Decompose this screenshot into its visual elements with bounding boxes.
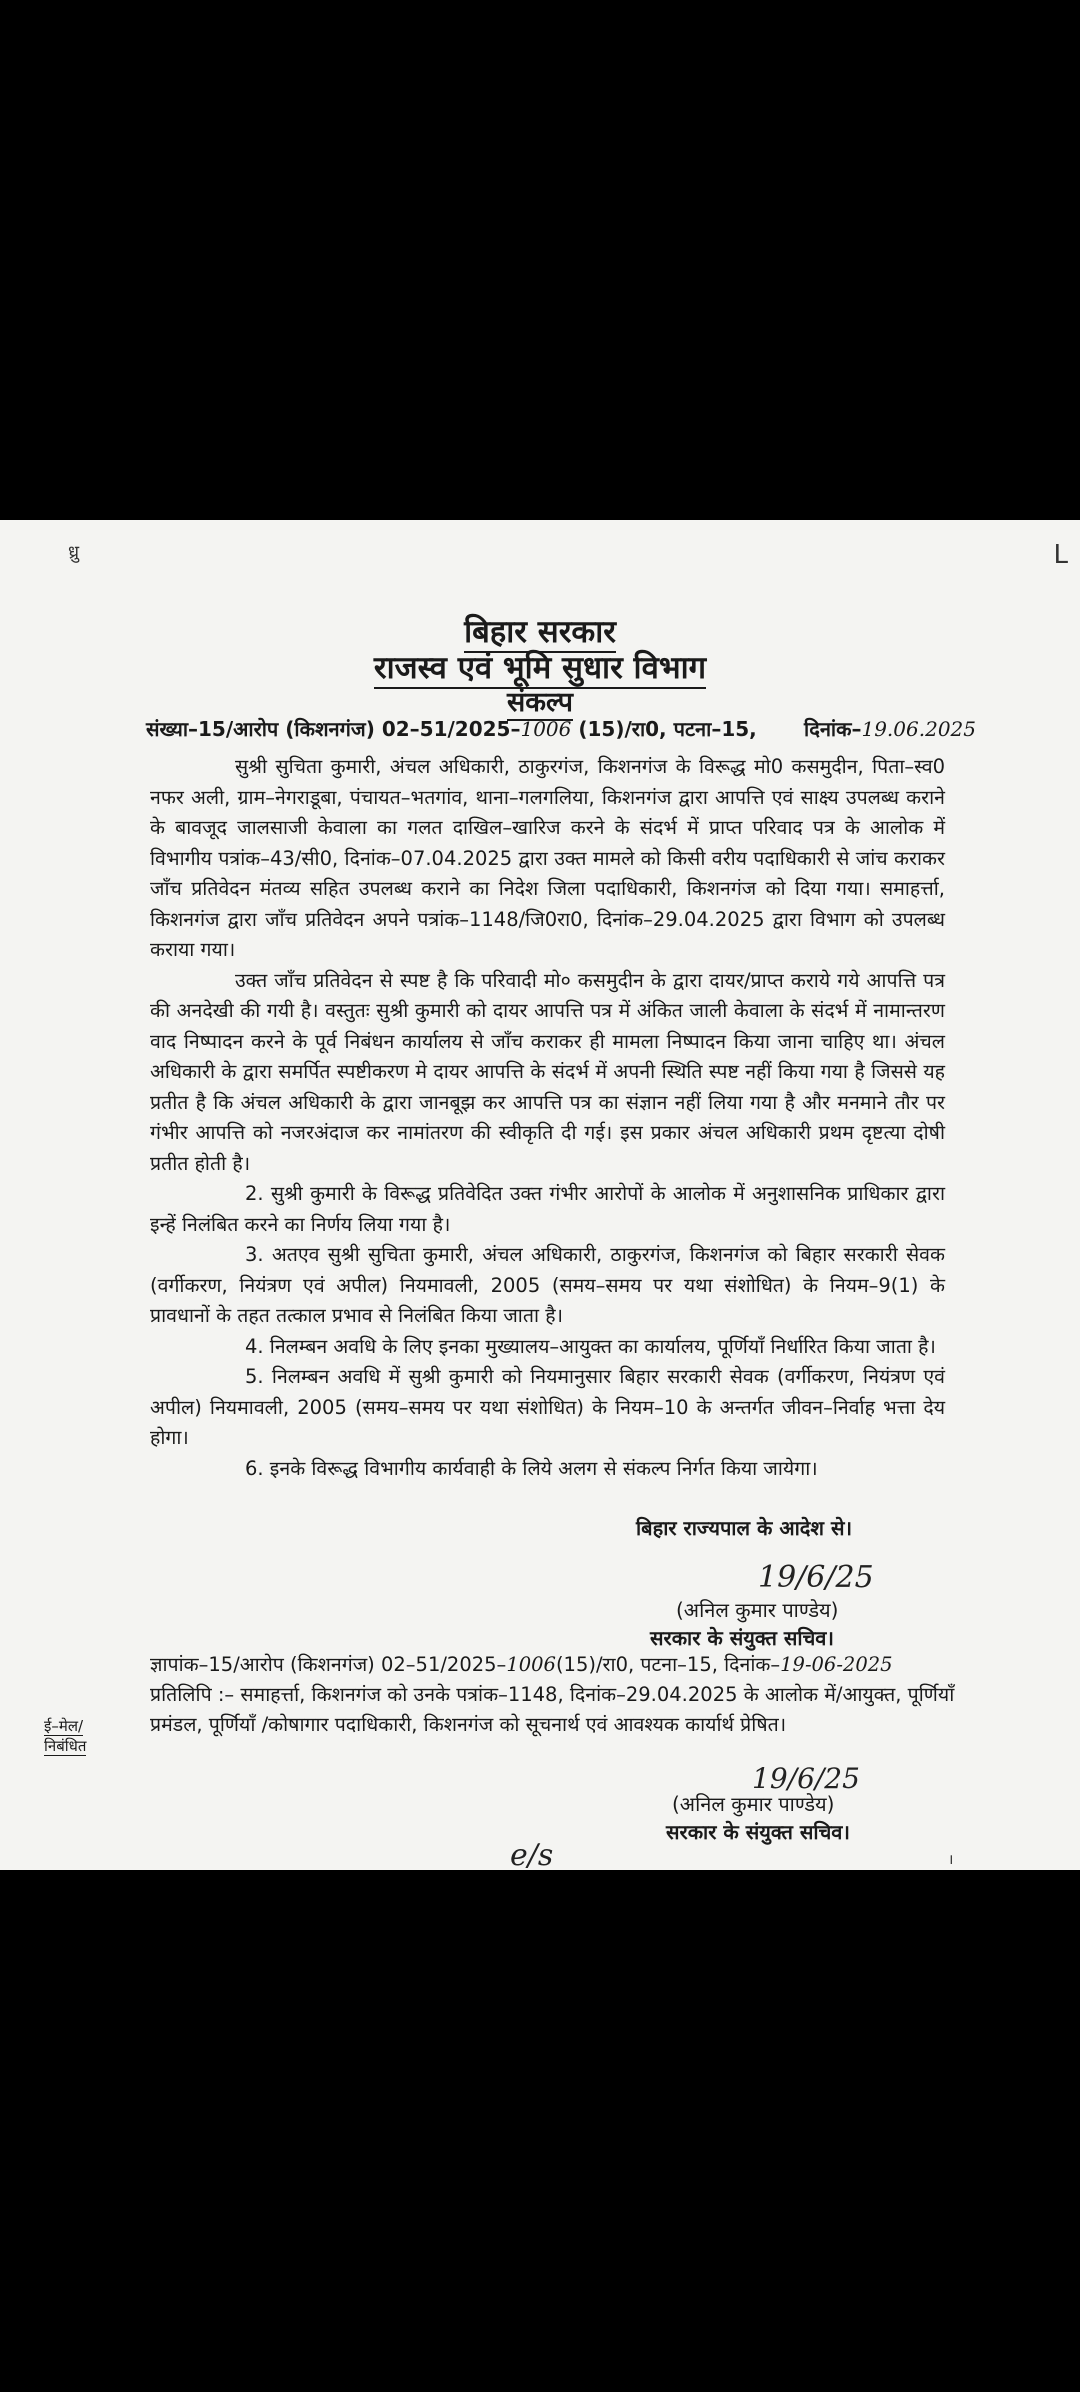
side-note: ई–मेल/ निबंधित xyxy=(44,1717,87,1755)
signature-2: 19/6/25 xyxy=(752,1762,860,1795)
memo-date-handwritten: 19-06-2025 xyxy=(780,1653,893,1676)
signatory-name-2: (अनिल कुमार पाण्डेय) xyxy=(672,1792,835,1816)
paragraph-5: 5. निलम्बन अवधि में सुश्री कुमारी को नियमानुसार बिहार सरकारी सेवक (वर्गीकरण, नियंत्रण एवं अपील) नियमावली, 2005 (समय–समय पर यथा संशोधित) के नियम–10 के अन्तर्गत जीवन–निर्वाह भत्ता देय होगा। xyxy=(150,1365,945,1449)
signatory-name-1: (अनिल कुमार पाण्डेय) xyxy=(676,1598,839,1622)
bottom-initials: e/s xyxy=(510,1838,554,1873)
paragraph-intro: सुश्री सुचिता कुमारी, अंचल अधिकारी, ठाकुरगंज, किशनगंज के विरूद्ध मो0 कसमुदीन, पिता–स्व0 नफर अली, ग्राम–नेगराडूबा, पंचायत–भतगांव, थाना–गलगलिया, किशनगंज द्वारा आपत्ति एवं साक्ष्य उपलब्ध कराने के बावजूद जालसाजी केवाला का गलत दाखिल–खारिज करने के संदर्भ में प्राप्त परिवाद पत्र के आलोक में विभागीय पत्रांक–43/सी0, दिनांक–07.04.2025 द्वारा उक्त मामले को किसी वरीय पदाधिकारी से जांच कराकर जाँच प्रतिवेदन मंतव्य सहित उपलब्ध कराने का निदेश जिला पदाधिकारी, किशनगंज को दिया गया। समाहर्त्ता, किशनगंज द्वारा जाँच प्रतिवेदन अपने पत्रांक–1148/जि0रा0, दिनांक–29.04.2025 द्वारा विभाग को उपलब्ध कराया गया। xyxy=(150,755,945,961)
order-line: बिहार राज्यपाल के आदेश से। xyxy=(636,1516,853,1540)
memo-block xyxy=(150,1650,980,1740)
signature-1: 19/6/25 xyxy=(758,1560,874,1595)
reference-line xyxy=(146,715,976,742)
corner-mark-left: ध्रु xyxy=(68,542,80,563)
reference-date: दिनांक–19.06.2025 xyxy=(804,717,976,741)
government-title: बिहार सरकार xyxy=(0,610,1080,652)
reference-number-tail: (15)/रा0, पटना–15, xyxy=(571,717,757,741)
reference-number: संख्या–15/आरोप (किशनगंज) 02–51/2025– xyxy=(146,717,521,741)
reference-number-handwritten: 1006 xyxy=(520,717,572,741)
signatory-designation-2: सरकार के संयुक्त सचिव। xyxy=(666,1820,851,1844)
department-title: राजस्व एवं भूमि सुधार विभाग xyxy=(0,646,1080,688)
document-page xyxy=(0,520,1080,1873)
paragraph-6: 6. इनके विरूद्ध विभागीय कार्यवाही के लिये अलग से संकल्प निर्गत किया जायेगा। xyxy=(245,1456,818,1480)
paragraph-2: 2. सुश्री कुमारी के विरूद्ध प्रतिवेदित उक्त गंभीर आरोपों के आलोक में अनुशासनिक प्राधिकार द्वारा इन्हें निलंबित करने का निर्णय लिया गया है। xyxy=(150,1182,945,1236)
paragraph-findings: उक्त जाँच प्रतिवेदन से स्पष्ट है कि परिवादी मो० कसमुदीन के द्वारा दायर/प्राप्त कराये गये आपत्ति पत्र की अनदेखी की गयी है। वस्तुतः सुश्री कुमारी को दायर आपत्ति पत्र में अंकित जाली केवाला के संदर्भ में नामान्तरण वाद निष्पादन करने के पूर्व निबंधन कार्यालय से जाँच कराकर ही मामला निष्पादन किया जाना चाहिए था। अंचल अधिकारी के द्वारा समर्पित स्पष्टीकरण मे दायर आपत्ति के संदर्भ में अपनी स्थिति स्पष्ट नहीं किया गया है जिससे यह प्रतीत है कि अंचल अधिकारी के द्वारा जानबूझ कर आपत्ति पत्र का संज्ञान नहीं लिया गया है और मनमाने तौर पर गंभीर आपत्ति को नजरअंदाज कर नामांतरण की स्वीकृति दी गई। इस प्रकार अंचल अधिकारी प्रथम दृष्टत्या दोषी प्रतीत होती है। xyxy=(150,968,945,1175)
paragraph-4: 4. निलम्बन अवधि के लिए इनका मुख्यालय–आयुक्त का कार्यालय, पूर्णियाँ निर्धारित किया जाता है। xyxy=(245,1334,936,1358)
resolution-body xyxy=(150,752,945,1484)
memo-number-line: ज्ञापांक–15/आरोप (किशनगंज) 02–51/2025–1006(15)/रा0, पटना–15, दिनांक–19-06-2025 xyxy=(150,1653,893,1676)
document-type: संकल्प xyxy=(0,682,1080,719)
tick-mark: । xyxy=(948,1852,954,1868)
signatory-designation-1: सरकार के संयुक्त सचिव। xyxy=(650,1626,835,1650)
paragraph-3: 3. अतएव सुश्री सुचिता कुमारी, अंचल अधिकारी, ठाकुरगंज, किशनगंज को बिहार सरकारी सेवक (वर्गीकरण, नियंत्रण एवं अपील) नियमावली, 2005 (समय–समय पर यथा संशोधित) के नियम–9(1) के प्रावधानों के तहत तत्काल प्रभाव से निलंबित किया जाता है। xyxy=(150,1243,945,1327)
corner-mark-right: L xyxy=(1053,540,1068,570)
memo-copy-text: प्रतिलिपि :– समाहर्त्ता, किशनगंज को उनके पत्रांक–1148, दिनांक–29.04.2025 के आलोक में/आयुक्त, पूर्णियाँ प्रमंडल, पूर्णियाँ /कोषागार पदाधिकारी, किशनगंज को सूचनार्थ एवं आवश्यक कार्यार्थ प्रेषित। xyxy=(150,1683,955,1736)
reference-date-handwritten: 19.06.2025 xyxy=(861,717,976,741)
memo-number-handwritten: 1006 xyxy=(506,1653,556,1676)
